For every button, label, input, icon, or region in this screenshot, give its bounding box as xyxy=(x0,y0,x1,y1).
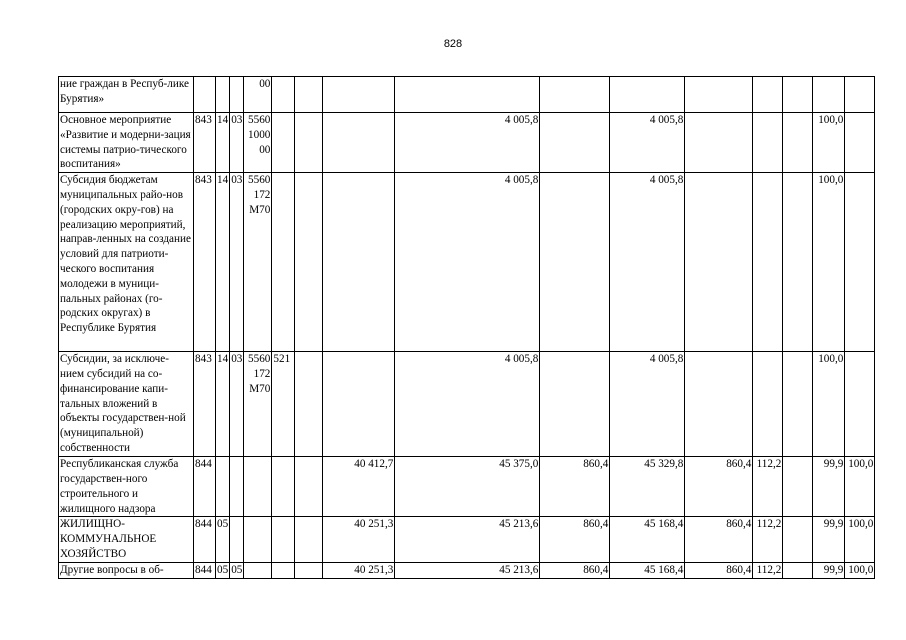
cell-col12: 112,2 xyxy=(753,563,783,579)
cell-col7 xyxy=(323,173,395,352)
page-number: 828 xyxy=(443,38,463,50)
cell-vr xyxy=(272,77,295,113)
cell-col8: 4 005,8 xyxy=(395,173,540,352)
cell-pr: 03 xyxy=(230,113,244,173)
cell-col7 xyxy=(323,113,395,173)
budget-table xyxy=(58,76,875,579)
cell-col13 xyxy=(783,517,813,563)
table-row xyxy=(59,563,875,579)
cell-grbs: 843 xyxy=(194,113,216,173)
cell-col9 xyxy=(540,77,610,113)
cell-col6 xyxy=(295,563,323,579)
cell-name: Субсидия бюджетам муниципальных райо-нов (городских окру-гов) на реализацию мероприятий, направ-ленных на создание условий для патриоти-ческого воспитания молодежи в муници-пальных районах (го-родских округах) в Республике Бурятия xyxy=(59,173,194,352)
cell-col8: 45 213,6 xyxy=(395,517,540,563)
cell-vr xyxy=(272,517,295,563)
cell-name: Субсидии, за исключе-нием субсидий на со-финансирование капи-тальных вложений в объекты государствен-ной (муниципальной) собственности xyxy=(59,352,194,457)
cell-col15: 100,0 xyxy=(845,563,875,579)
cell-grbs: 843 xyxy=(194,173,216,352)
cell-col14: 100,0 xyxy=(813,173,845,352)
cell-csr: 5560 172 M70 xyxy=(244,352,272,457)
cell-col7 xyxy=(323,352,395,457)
cell-col10: 45 329,8 xyxy=(610,457,685,517)
cell-col13 xyxy=(783,77,813,113)
cell-col8: 45 213,6 xyxy=(395,563,540,579)
cell-csr: 5560 172 M70 xyxy=(244,173,272,352)
cell-rz: 05 xyxy=(216,563,230,579)
cell-col9 xyxy=(540,113,610,173)
cell-rz xyxy=(216,77,230,113)
cell-col9 xyxy=(540,173,610,352)
cell-col15 xyxy=(845,173,875,352)
cell-col15 xyxy=(845,113,875,173)
cell-pr xyxy=(230,77,244,113)
cell-csr xyxy=(244,517,272,563)
cell-col6 xyxy=(295,352,323,457)
cell-col6 xyxy=(295,77,323,113)
cell-col7 xyxy=(323,77,395,113)
cell-col14: 100,0 xyxy=(813,113,845,173)
cell-col15 xyxy=(845,352,875,457)
cell-col15: 100,0 xyxy=(845,457,875,517)
table-row xyxy=(59,517,875,563)
cell-col15: 100,0 xyxy=(845,517,875,563)
cell-col8 xyxy=(395,77,540,113)
cell-pr xyxy=(230,457,244,517)
cell-col14: 99,9 xyxy=(813,457,845,517)
cell-col13 xyxy=(783,563,813,579)
cell-col11 xyxy=(685,77,753,113)
cell-name: ЖИЛИЩНО-КОММУНАЛЬНОЕ ХОЗЯЙСТВО xyxy=(59,517,194,563)
cell-grbs: 844 xyxy=(194,457,216,517)
cell-name: Другие вопросы в об- xyxy=(59,563,194,579)
cell-col6 xyxy=(295,457,323,517)
cell-col14: 99,9 xyxy=(813,563,845,579)
cell-col8: 45 375,0 xyxy=(395,457,540,517)
table-row xyxy=(59,113,875,173)
cell-col10 xyxy=(610,77,685,113)
cell-vr xyxy=(272,457,295,517)
cell-col8: 4 005,8 xyxy=(395,113,540,173)
cell-rz: 05 xyxy=(216,517,230,563)
cell-col9: 860,4 xyxy=(540,563,610,579)
cell-csr xyxy=(244,563,272,579)
cell-vr xyxy=(272,563,295,579)
cell-col10: 45 168,4 xyxy=(610,563,685,579)
cell-csr xyxy=(244,457,272,517)
cell-col10: 4 005,8 xyxy=(610,173,685,352)
cell-col6 xyxy=(295,173,323,352)
cell-grbs: 844 xyxy=(194,517,216,563)
cell-rz xyxy=(216,457,230,517)
cell-rz: 14 xyxy=(216,173,230,352)
cell-col12 xyxy=(753,77,783,113)
cell-col13 xyxy=(783,173,813,352)
cell-col11 xyxy=(685,173,753,352)
cell-csr: 00 xyxy=(244,77,272,113)
table-row xyxy=(59,77,875,113)
cell-name: ние граждан в Респуб-лике Бурятия» xyxy=(59,77,194,113)
cell-col11: 860,4 xyxy=(685,563,753,579)
cell-col11 xyxy=(685,352,753,457)
cell-name: Основное мероприятие «Развитие и модерни-зация системы патрио-тического воспитания» xyxy=(59,113,194,173)
cell-pr: 03 xyxy=(230,352,244,457)
cell-col6 xyxy=(295,113,323,173)
cell-col12: 112,2 xyxy=(753,517,783,563)
cell-col10: 4 005,8 xyxy=(610,113,685,173)
cell-col7: 40 251,3 xyxy=(323,563,395,579)
cell-vr xyxy=(272,113,295,173)
cell-col11: 860,4 xyxy=(685,517,753,563)
cell-vr xyxy=(272,173,295,352)
cell-col7: 40 412,7 xyxy=(323,457,395,517)
cell-col11: 860,4 xyxy=(685,457,753,517)
cell-col12 xyxy=(753,173,783,352)
cell-col7: 40 251,3 xyxy=(323,517,395,563)
cell-pr: 05 xyxy=(230,563,244,579)
cell-col12 xyxy=(753,113,783,173)
cell-rz: 14 xyxy=(216,352,230,457)
table-row xyxy=(59,352,875,457)
cell-name: Республиканская служба государствен-ного строительного и жилищного надзора xyxy=(59,457,194,517)
cell-pr xyxy=(230,517,244,563)
cell-col6 xyxy=(295,517,323,563)
cell-grbs: 843 xyxy=(194,352,216,457)
table-row xyxy=(59,173,875,352)
cell-col9: 860,4 xyxy=(540,517,610,563)
table-row xyxy=(59,457,875,517)
cell-csr: 5560 1000 00 xyxy=(244,113,272,173)
cell-col8: 4 005,8 xyxy=(395,352,540,457)
cell-col13 xyxy=(783,352,813,457)
cell-col9: 860,4 xyxy=(540,457,610,517)
cell-pr: 03 xyxy=(230,173,244,352)
cell-grbs xyxy=(194,77,216,113)
cell-col14 xyxy=(813,77,845,113)
cell-col10: 4 005,8 xyxy=(610,352,685,457)
cell-col12: 112,2 xyxy=(753,457,783,517)
cell-rz: 14 xyxy=(216,113,230,173)
cell-col13 xyxy=(783,113,813,173)
cell-grbs: 844 xyxy=(194,563,216,579)
cell-col9 xyxy=(540,352,610,457)
cell-col13 xyxy=(783,457,813,517)
cell-col12 xyxy=(753,352,783,457)
cell-col14: 100,0 xyxy=(813,352,845,457)
cell-vr: 521 xyxy=(272,352,295,457)
cell-col11 xyxy=(685,113,753,173)
cell-col10: 45 168,4 xyxy=(610,517,685,563)
cell-col15 xyxy=(845,77,875,113)
cell-col14: 99,9 xyxy=(813,517,845,563)
